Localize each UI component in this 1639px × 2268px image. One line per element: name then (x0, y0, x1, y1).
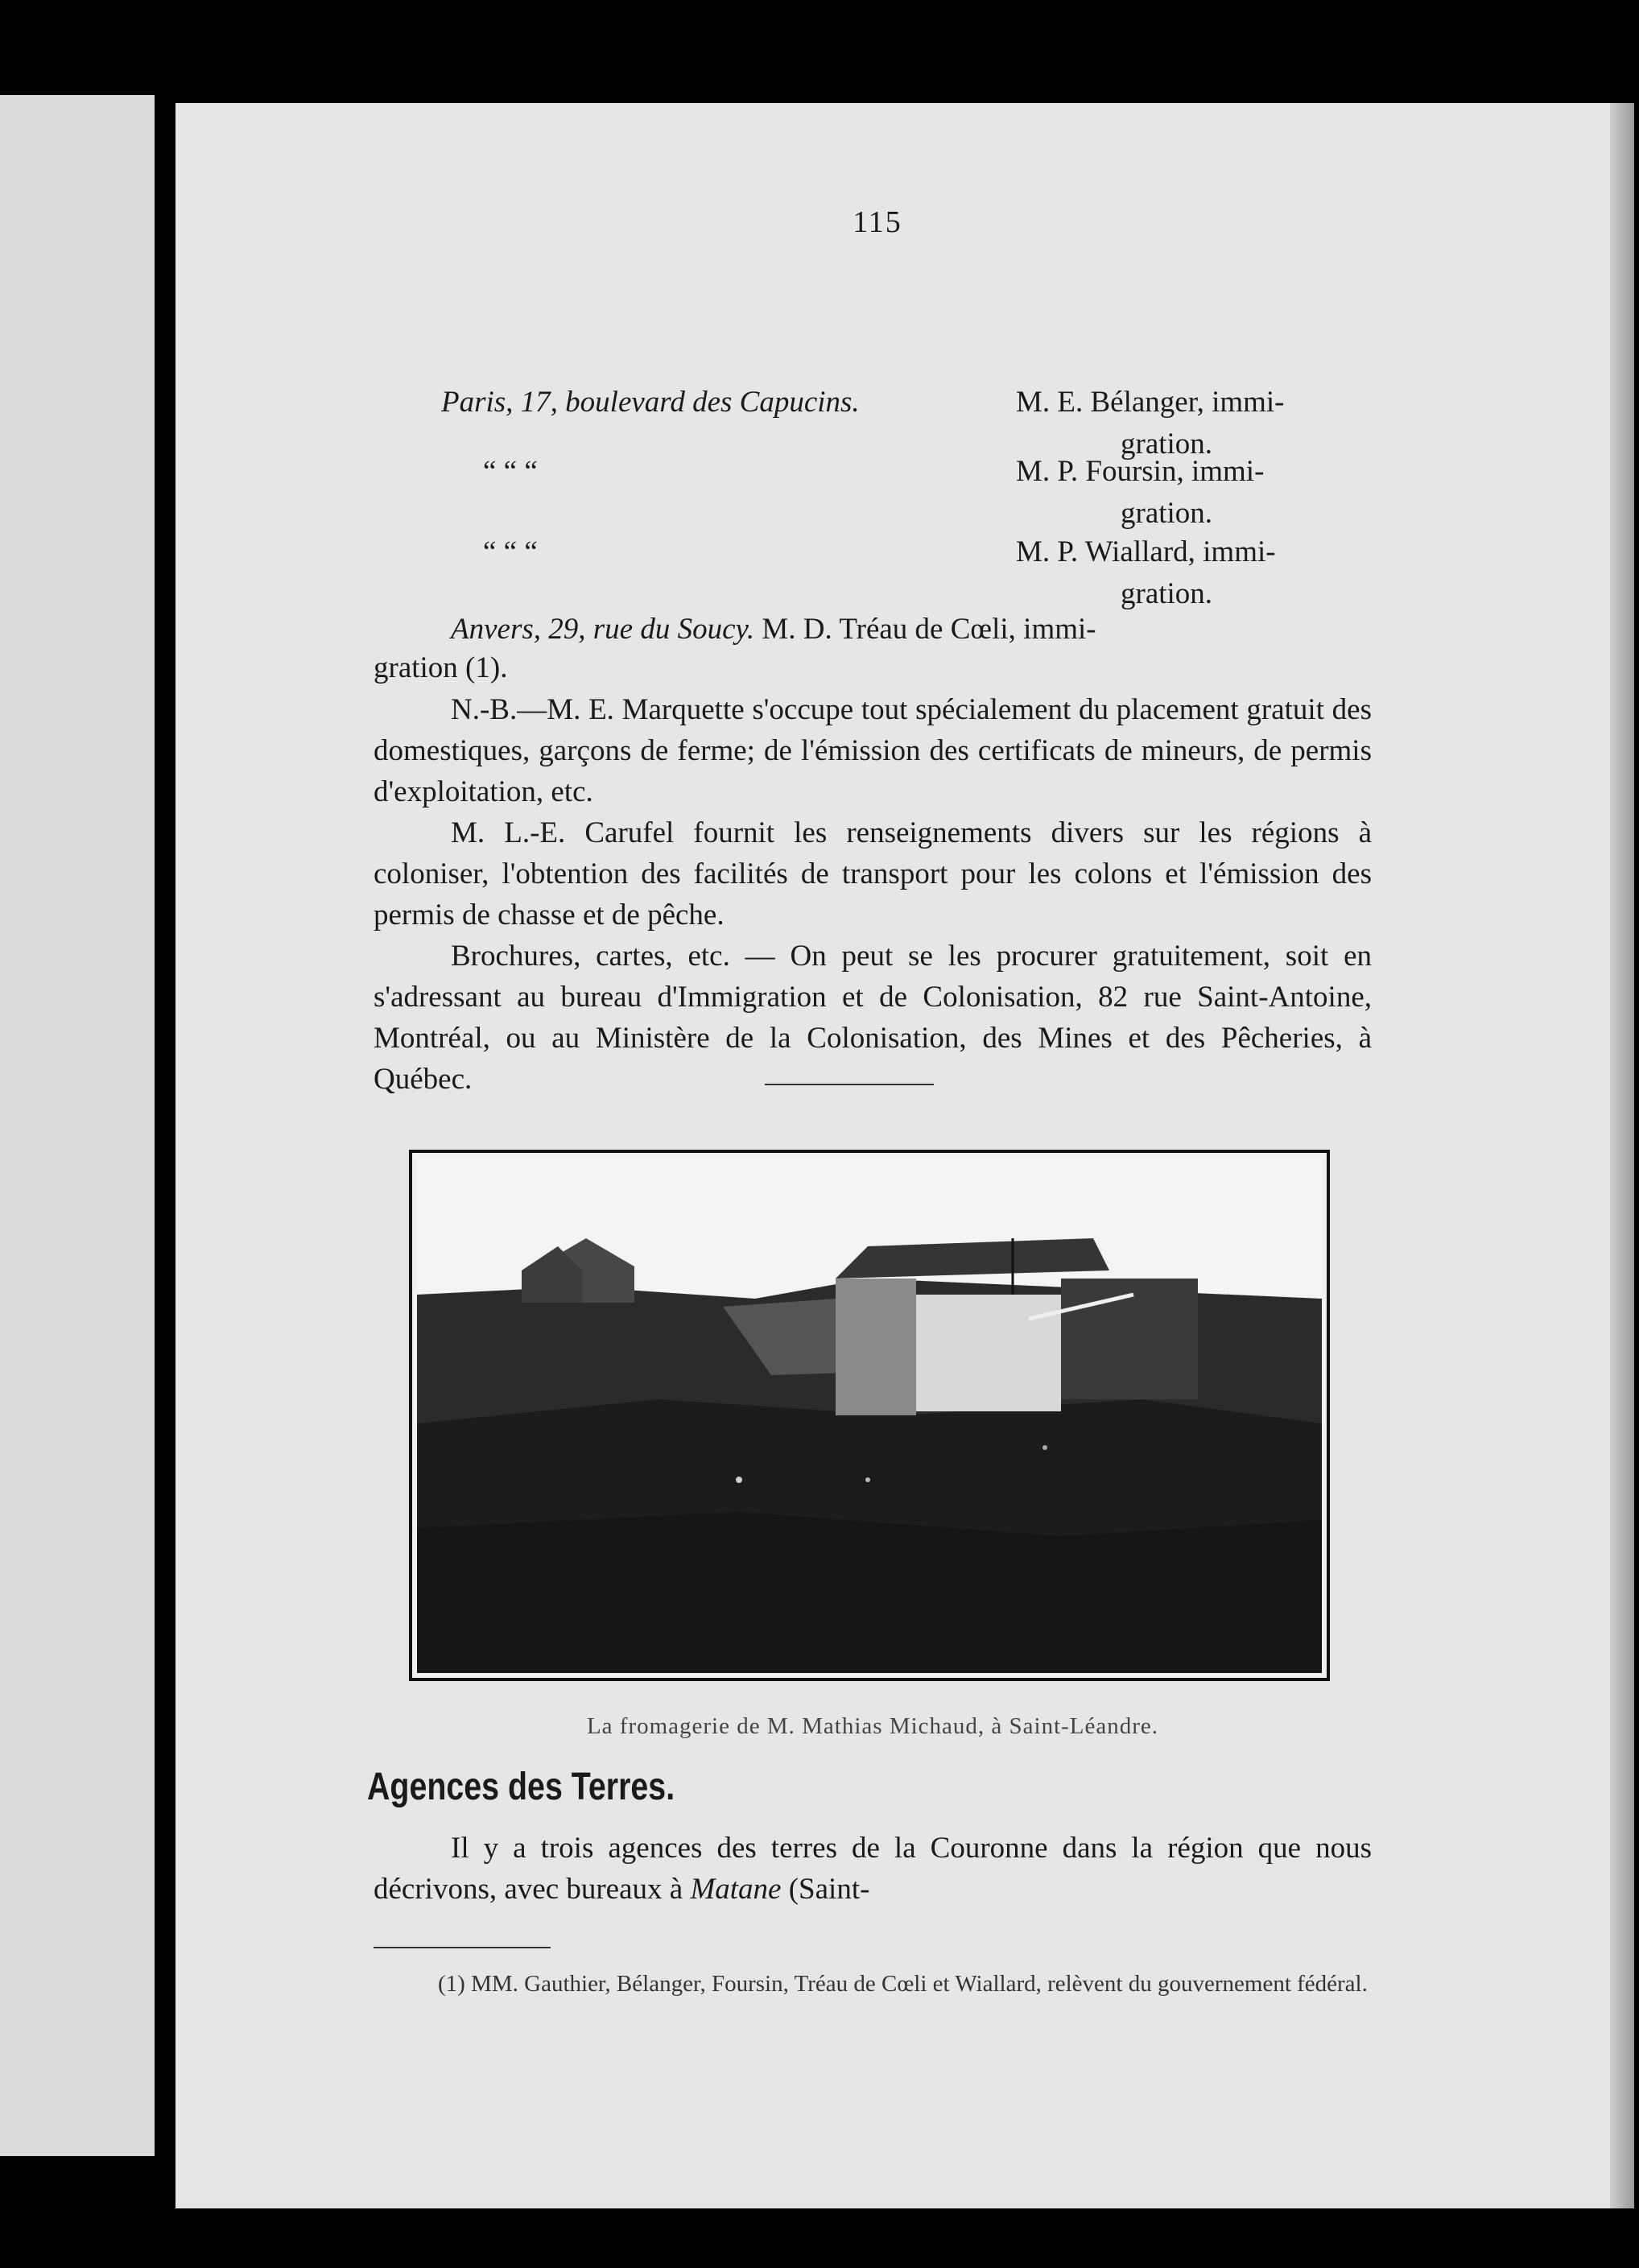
address-location-anvers: Anvers, 29, rue du Soucy. (451, 613, 755, 646)
footnote (374, 1968, 1372, 2000)
footnote-rule (374, 1947, 551, 1948)
address-anvers (451, 609, 1377, 650)
page-edge-shadow (1610, 103, 1634, 2208)
footnote-text: (1) MM. Gauthier, Bélanger, Foursin, Tréau de Cœli et Wiallard, relèvent du gouvernement fédéral. (438, 1971, 1368, 1997)
address-agent-belanger: M. E. Bélanger, immi- (1016, 386, 1285, 419)
ditto-marks-2: “ “ “ (483, 535, 538, 568)
address-agent-foursin: M. P. Foursin, immi- (1016, 455, 1265, 488)
section-body (374, 1828, 1372, 1910)
body-text (374, 689, 1372, 1100)
section-heading-agences: Agences des Terres. (367, 1766, 675, 1808)
address-agent-treau-cont: gration (1). (374, 651, 508, 684)
paragraph-carufel: M. L.-E. Carufel fournit les renseignements divers sur les régions à coloniser, l'obtention des facilités de transport pour les colons et l'émission des permis de chasse et de pêche. (374, 816, 1372, 932)
paragraph-brochures: Brochures, cartes, etc. — On peut se les procurer gratuitement, soit en s'adressant au bureau d'Immigration et de Colonisation, 82 rue Saint-Antoine, Montréal, ou au Ministère de la Colonisation, des Mines et des Pêcheries, à Québec. (374, 940, 1372, 1096)
agences-text-matane: Matane (690, 1873, 782, 1906)
paragraph-agences (374, 1828, 1372, 1910)
section-divider (765, 1084, 934, 1085)
facing-page-edge (0, 95, 155, 2156)
address-agent-foursin-cont: gration. (1121, 497, 1213, 530)
page-number: 115 (853, 205, 902, 239)
ditto-marks-1: “ “ “ (483, 455, 538, 488)
paragraph-nb: N.-B.—M. E. Marquette s'occupe tout spécialement du placement gratuit des domestiques, garçons de ferme; de l'émission des certificats de mineurs, de permis d'exploitation, etc. (374, 693, 1372, 808)
address-location-paris: Paris, 17, boulevard des Capucins. (441, 386, 860, 419)
photo-fromagerie-image (417, 1158, 1322, 1673)
photograph-fromagerie (409, 1150, 1330, 1681)
agences-text-start: Il y a trois agences des terres de la Couronne dans la région que nous décrivons, avec bureaux à (374, 1832, 1372, 1906)
address-agent-wiallard: M. P. Wiallard, immi- (1016, 535, 1276, 568)
agences-text-end: (Saint- (781, 1873, 870, 1906)
address-agent-belanger-cont: gration. (1121, 428, 1213, 461)
address-agent-wiallard-cont: gration. (1121, 577, 1213, 610)
photo-caption: La fromagerie de M. Mathias Michaud, à Saint-Léandre. (586, 1713, 1159, 1739)
address-agent-treau: M. D. Tréau de Cœli, immi- (754, 613, 1096, 646)
